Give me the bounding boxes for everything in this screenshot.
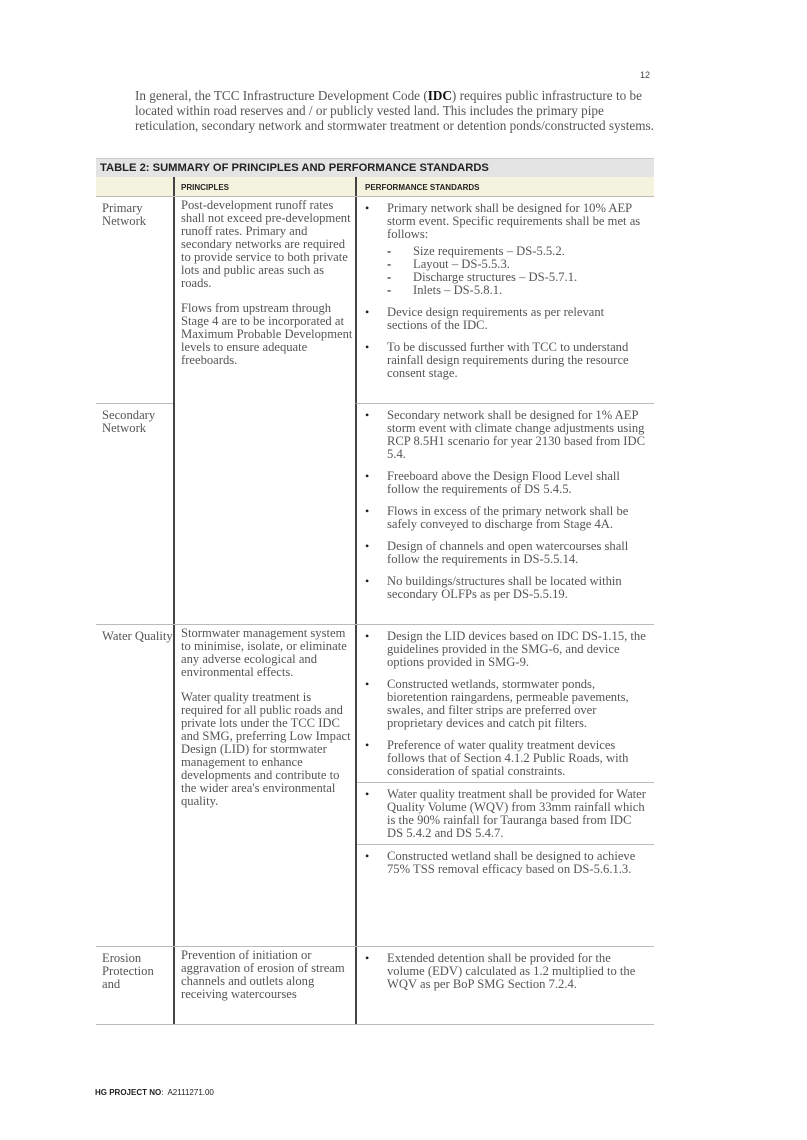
row-standards <box>355 404 654 624</box>
row-principles <box>173 197 355 404</box>
row-category: Water Quality <box>102 629 173 643</box>
standard-text: Flows in excess of the primary network shall be safely conveyed to discharge from Stage 4A. <box>387 504 629 531</box>
row-standards <box>355 197 654 404</box>
bullet-icon: • <box>365 629 370 643</box>
bullet-icon: • <box>365 201 370 215</box>
standard-text: Constructed wetlands, stormwater ponds, bioretention raingardens, permeable pavements, swales, and filter strips are preferred over proprietary devices and catch pit filters. <box>387 677 629 730</box>
standard-subitem: Inlets – DS-5.8.1. <box>413 283 503 297</box>
row-standards <box>355 625 654 946</box>
row-principles <box>173 947 355 1024</box>
footer-value: A2111271.00 <box>167 1088 214 1097</box>
table-row <box>96 404 654 625</box>
standard-text: To be discussed further with TCC to understand rainfall design requirements during the resource consent stage. <box>387 340 629 380</box>
standard-item <box>357 570 654 605</box>
bullet-icon: • <box>365 677 370 691</box>
standard-item <box>357 500 654 535</box>
bullet-icon: • <box>365 340 370 354</box>
intro-paragraph <box>135 88 660 133</box>
standard-text: Preference of water quality treatment devices follows that of Section 4.1.2 Public Roads, with consideration of spatial constraints. <box>387 738 629 778</box>
standard-item <box>357 845 654 880</box>
principle-text: Water quality treatment is required for all public roads and private lots under the TCC IDC and SMG, preferring Low Impact Design (LID) for stormwater management to enhance developments and contribute to the wider area's environmental quality. <box>181 690 351 808</box>
standard-text: Constructed wetland shall be designed to achieve 75% TSS removal efficacy based on DS-5.6.1.3. <box>387 849 636 876</box>
standard-subitem: Size requirements – DS-5.5.2. <box>413 244 565 258</box>
table-row <box>96 197 654 404</box>
bullet-icon: • <box>365 469 370 483</box>
standard-text: Extended detention shall be provided for the volume (EDV) calculated as 1.2 multiplied to the WQV as per BoP SMG Section 7.2.4. <box>387 951 636 991</box>
standard-item <box>357 404 654 465</box>
standard-item <box>357 625 654 673</box>
dash-icon: - <box>387 270 392 284</box>
standard-text: Design the LID devices based on IDC DS-1.15, the guidelines provided in the SMG-6, and device options provided in SMG-9. <box>387 629 646 669</box>
intro-abbr: IDC <box>427 88 452 103</box>
bullet-icon: • <box>365 408 370 422</box>
principle-text: Stormwater management system to minimise, isolate, or eliminate any adverse ecological and environmental effects. <box>181 626 347 679</box>
standard-subitem: Discharge structures – DS-5.7.1. <box>413 270 578 284</box>
dash-icon: - <box>387 283 392 297</box>
standard-text: Device design requirements as per relevant sections of the IDC. <box>387 305 605 332</box>
standard-text: Secondary network shall be designed for 1% AEP storm event with climate change adjustments using RCP 8.5H1 scenario for year 2130 based from IDC 5.4. <box>387 408 645 461</box>
standard-item <box>357 301 654 336</box>
principles-table <box>96 158 654 1025</box>
standard-item <box>357 197 654 301</box>
standard-text: Design of channels and open watercourses shall follow the requirements in DS-5.5.14. <box>387 539 629 566</box>
standard-item <box>357 734 654 783</box>
standard-item <box>357 783 654 845</box>
principle-text: Flows from upstream through Stage 4 are to be incorporated at Maximum Probable Development levels to ensure adequate freeboards. <box>181 301 353 367</box>
table-header <box>96 177 654 197</box>
footer-project-no: HG PROJECT NO: A2111271.00 <box>95 1088 214 1097</box>
row-category: Secondary Network <box>102 408 156 435</box>
header-blank <box>96 177 173 196</box>
standard-item <box>357 673 654 734</box>
standard-text: Water quality treatment shall be provided for Water Quality Volume (WQV) from 33mm rainfall which is the 90% rainfall for Tauranga based from IDC DS 5.4.2 and DS 5.4.7. <box>387 787 646 840</box>
standard-subitem: Layout – DS-5.5.3. <box>413 257 510 271</box>
row-category: Primary Network <box>96 197 173 404</box>
standard-text: Primary network shall be designed for 10% AEP storm event. Specific requirements shall be met as follows: <box>387 201 641 241</box>
bullet-icon: • <box>365 574 370 588</box>
bullet-icon: • <box>365 504 370 518</box>
footer-label: HG PROJECT NO <box>95 1088 162 1097</box>
row-principles <box>173 625 355 946</box>
bullet-icon: • <box>365 849 370 863</box>
principle-text: Post-development runoff rates shall not exceed pre-development runoff rates. Primary and secondary networks are required to provide service to both private lots and public areas such as roads. <box>181 198 351 290</box>
page-number: 12 <box>640 70 651 80</box>
table-row <box>96 625 654 947</box>
dash-icon: - <box>387 257 392 271</box>
intro-text-rest: ) requires public infrastructure to be located within road reserves and / or publicly vested land. This includes the primary pipe reticulation, secondary network and stormwater treatment or detention ponds/constructed systems. <box>135 88 654 133</box>
bullet-icon: • <box>365 787 370 801</box>
principle-text: Prevention of initiation or aggravation of erosion of stream channels and outlets along receiving watercourses <box>181 948 345 1001</box>
header-principles: PRINCIPLES <box>173 177 355 196</box>
row-standards <box>355 947 654 1024</box>
dash-icon: - <box>387 244 392 258</box>
intro-text: In general, the TCC Infrastructure Development Code ( <box>135 88 428 103</box>
bullet-icon: • <box>365 738 370 752</box>
standard-item <box>357 947 654 995</box>
header-standards: PERFORMANCE STANDARDS <box>355 177 654 196</box>
row-principles <box>173 404 355 624</box>
row-category: Erosion Protection and <box>102 951 154 991</box>
table-title: TABLE 2: SUMMARY OF PRINCIPLES AND PERFORMANCE STANDARDS <box>96 158 654 177</box>
bullet-icon: • <box>365 305 370 319</box>
bullet-icon: • <box>365 951 370 965</box>
standard-item <box>357 465 654 500</box>
standard-item <box>357 535 654 570</box>
bullet-icon: • <box>365 539 370 553</box>
table-row <box>96 947 654 1025</box>
standard-text: Freeboard above the Design Flood Level shall follow the requirements of DS 5.4.5. <box>387 469 620 496</box>
standard-item <box>357 336 654 384</box>
standard-text: No buildings/structures shall be located within secondary OLFPs as per DS-5.5.19. <box>387 574 622 601</box>
